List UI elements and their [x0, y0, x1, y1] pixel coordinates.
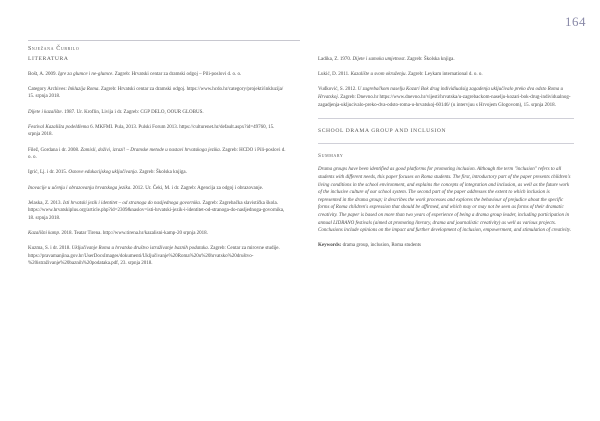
reference-text: . Zagreb: Centar za mirovne studije. https://pravamanjina.gov.hr/UserDocsImages/dokumenti/Uključivanje%20Roma%20u%20hrvatsko%20društvo-%20istraživanje%20baznih%20podataka.pdf, 23. srpnja 2018.	[28, 246, 280, 267]
header-rule	[28, 40, 300, 41]
reference-text: Bošt, A. 2009.	[28, 71, 59, 77]
reference-text: Filež, Gordana i dr. 2008.	[28, 147, 81, 153]
left-column	[28, 56, 286, 276]
reference-entry	[28, 245, 286, 268]
reference-title: Zamisli, doživi, izrazi! – Dramske metode u nastavi hrvatskoga jezika	[80, 147, 220, 153]
reference-entry	[318, 71, 574, 79]
reference-title: Festival Kazališta podeldlema	[28, 124, 89, 130]
reference-entry	[28, 124, 286, 139]
keywords-values: drama group, inclusion, Roma students	[341, 242, 421, 248]
reference-entry	[28, 169, 286, 177]
reference-text: . 2018. Teatar Tirena. http://www.tirena.hr/kazalisni-kamp-20 srpnja 2018.	[58, 231, 208, 237]
reference-text: Igrić, Lj. i dr. 2015.	[28, 170, 69, 176]
reference-title: Inkluzija Roma	[68, 86, 99, 92]
reference-entry	[28, 71, 286, 79]
summary-abstract: Drama groups have been identified as good platforms for promoting inclusion. Although the term "inclusion" refers to all students with different needs, this paper focuses on Roma students. The first, introductory part of the paper presents children's living conditions in the school environment, and explains the concepts of integration and inclusion, as well as the future work of the inclusive culture of our school system. The second part of the paper addresses the extent to which inclusion is represented in the drama group; it describes the work processes and explores the behaviour of prejudice about the specific forms of Roma children's expression that should be affirmed, and which may or may not be seen as forms of their dramatic creativity. The paper is based on more than two years of experience of being a drama group leader, including participation in annual LIDRANO festivals (aimed at promoting literary, drama and journalistic creativity) as well as various projects. Conclusions include opinions on the impact and further development of inclusion, empowerment, and stimulation of creativity.	[318, 167, 572, 234]
reference-title: Dijete i kazalište	[28, 109, 62, 115]
reference-title: Isti hrvatski jezik i identitet – od stranoga do nasljednoga govornika	[63, 200, 200, 206]
running-head-author: Snježana Čubrilo	[28, 46, 80, 52]
reference-text: Kuzma, S. i dr. 2018.	[28, 246, 72, 252]
reference-entry	[28, 86, 286, 101]
reference-text: Ladika, Z. 1970.	[318, 57, 353, 62]
reference-title: Dijete i samoka umjetnost	[352, 57, 405, 62]
reference-title: Inovacije u učenju i obrazovanju hrvatskoga jezika	[28, 185, 131, 191]
reference-title: Osnove edukacijskog uključivanja	[68, 170, 137, 176]
reference-list-continued	[318, 56, 574, 109]
reference-text: . 2012. Ur. Čeki, M. i dr. Zagreb: Agencija za odgoj i obrazovanje.	[130, 185, 264, 191]
reference-entry	[28, 109, 286, 117]
reference-text: Vuđković, S. 2012.	[318, 87, 358, 93]
reference-title: Igre za glumce i ne-glumce	[58, 71, 113, 77]
references-heading: LITERATURA	[28, 56, 69, 62]
section-divider	[318, 118, 574, 119]
keywords-label: Keywords:	[318, 242, 342, 248]
reference-list	[28, 71, 286, 268]
right-column	[318, 56, 574, 249]
summary-divider	[318, 143, 574, 144]
reference-text: . Zagreb: Dnevno.hr https://www.dnevno.hr/vijesti/hrvatska/u-zagrebackom-naselju-kozari-bok-drug-individualnog-zagadjenja-ukljucivalo-preko-dva-odsto-roma-u-hrvatskoj-60146/ (u intervjuu s Hrvojem Glogovom), 15. srpnja 2018.	[318, 94, 571, 108]
reference-entry	[28, 230, 286, 238]
reference-text: . Zagreb: Hrvatski centar za dramski odgoj. https://www.hcdo.hr/category/projekti/inkluzija/ 15. srpnja 2018.	[28, 86, 284, 100]
reference-text: Category Archives:	[28, 86, 68, 92]
reference-entry	[28, 200, 286, 223]
reference-text: . 1987. Ur. Kroflin, Livija i dr. Zagreb: CGP DELO, OOUR GLOBUS.	[61, 109, 204, 115]
reference-text: . Zagreb: Zagrebačka slavistička škola. https://www.hrvatskiplus.org/article.php?id=2309&naslov=isti-hrvatski-jezik-i-identitet-od-stranoga-do-nasljednoga-govornika, 18. srpnja 2018.	[28, 200, 285, 221]
summary-heading: Summary	[318, 152, 344, 159]
reference-title: Uključivanje Roma u hrvatsko društvo istraživanje baznih podataka	[71, 246, 208, 252]
reference-text: . Zagreb: Hrvatski centar za dramski odgoj – Pili-poslovi d. o. o.	[112, 71, 242, 77]
reference-entry	[318, 86, 574, 109]
reference-entry	[28, 185, 286, 193]
reference-text: 6. MKFMI. Pula, 2013. Pulski Forum 2013. https://culturenet.hr/default.aspx?id=49760, 15. srpnja 2018.	[28, 124, 275, 138]
reference-text: . Zagreb: Školska knjiga.	[404, 57, 455, 62]
reference-text: Lukić, D. 2011.	[318, 72, 351, 78]
reference-text: Jelaska, Z. 2013.	[28, 200, 63, 206]
keywords-line	[318, 242, 574, 250]
reference-entry	[318, 56, 574, 64]
reference-entry	[28, 147, 286, 162]
reference-title: Kazalište u svom okruženju	[350, 72, 406, 78]
reference-text: . Zagreb: Školska knjiga.	[136, 170, 187, 176]
page-number: 164	[565, 14, 586, 29]
reference-text: . Zagreb: HCDO i Pili-poslovi d. o. o.	[28, 147, 286, 161]
english-section-title: SCHOOL DRAMA GROUP AND INCLUSION	[318, 128, 447, 135]
reference-title: Kazališni kamp	[28, 231, 59, 237]
reference-title: U zagrebačkom naselju Kozari Bok drug individiualsig zagadenja uključivalo preko dva odsto Roma u Hrvatskoj	[318, 87, 564, 100]
reference-text: . Zagreb: Leykam international d. o. o.	[405, 72, 483, 78]
